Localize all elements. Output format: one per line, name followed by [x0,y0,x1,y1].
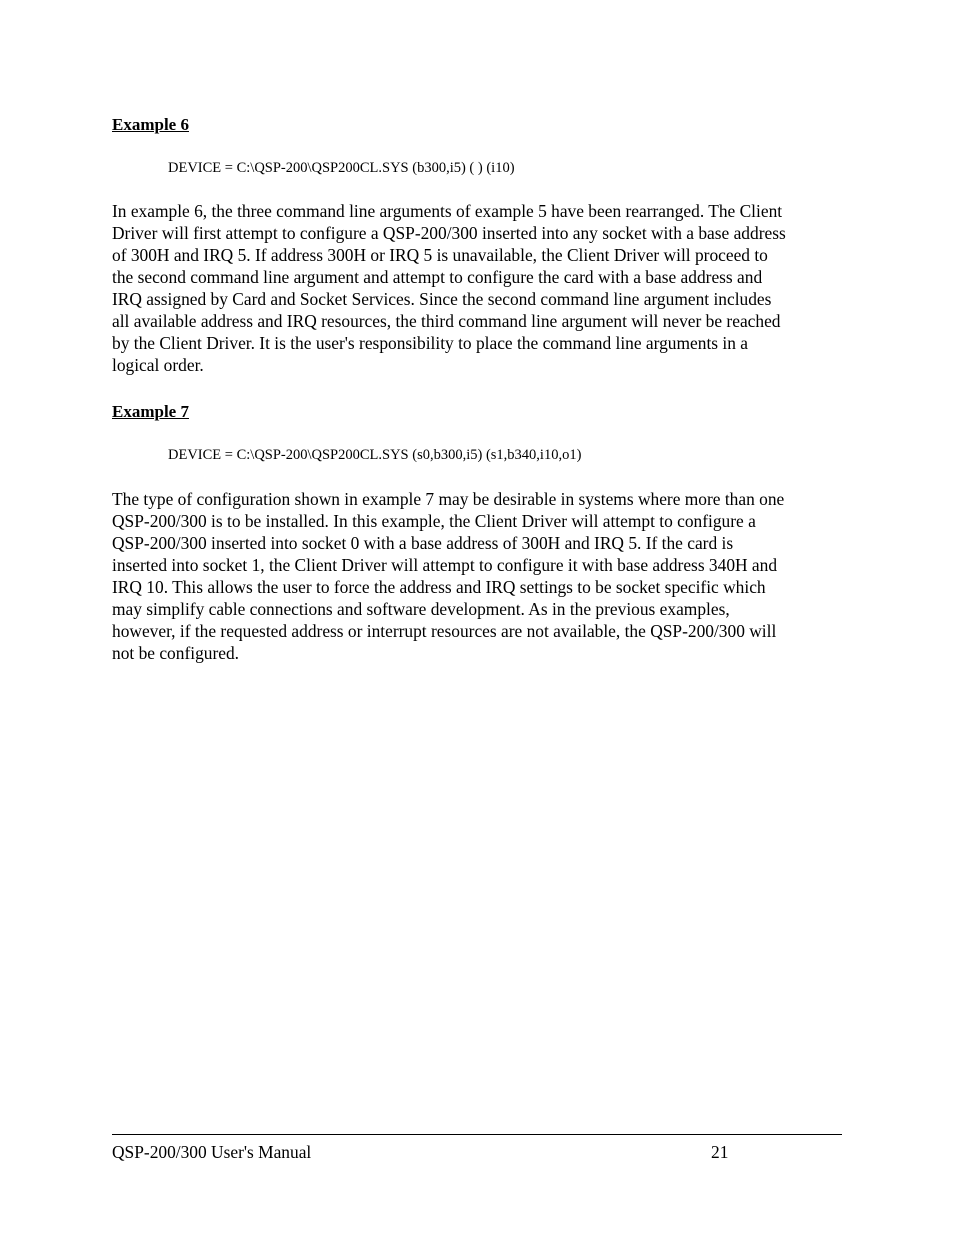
paragraph-line: IRQ 10. This allows the user to force the address and IRQ settings to be socket specific which [112,577,766,597]
example-6-command: DEVICE = C:\QSP-200\QSP200CL.SYS (b300,i5) ( ) (i10) [168,160,515,176]
footer-page-number: 21 [711,1142,729,1162]
paragraph-line: In example 6, the three command line arguments of example 5 have been rearranged. The Client [112,201,783,221]
footer-divider [112,1134,842,1135]
paragraph-line: all available address and IRQ resources, the third command line argument will never be reached [112,311,781,331]
paragraph-line: may simplify cable connections and software development. As in the previous examples, [112,599,730,619]
example-6-heading: Example 6 [112,115,189,134]
paragraph-line: not be configured. [112,643,240,663]
paragraph-line: logical order. [112,355,204,375]
paragraph-line: of 300H and IRQ 5. If address 300H or IRQ 5 is unavailable, the Client Driver will proceed to [112,245,768,265]
paragraph-line: Driver will first attempt to configure a QSP-200/300 inserted into any socket with a base address [112,223,786,243]
example-7-paragraph [112,488,842,664]
paragraph-line: inserted into socket 1, the Client Driver will attempt to configure it with base address 340H and [112,555,778,575]
paragraph-line: IRQ assigned by Card and Socket Services. Since the second command line argument includes [112,289,772,309]
footer-manual-title: QSP-200/300 User's Manual [112,1142,312,1162]
example-7-heading: Example 7 [112,402,189,421]
paragraph-line: however, if the requested address or interrupt resources are not available, the QSP-200/300 will [112,621,777,641]
example-6-paragraph [112,200,842,376]
example-7-command: DEVICE = C:\QSP-200\QSP200CL.SYS (s0,b300,i5) (s1,b340,i10,o1) [168,447,582,463]
paragraph-line: QSP-200/300 is to be installed. In this example, the Client Driver will attempt to configure a [112,511,756,531]
paragraph-line: The type of configuration shown in example 7 may be desirable in systems where more than one [112,489,785,509]
paragraph-line: by the Client Driver. It is the user's responsibility to place the command line arguments in a [112,333,748,353]
paragraph-line: the second command line argument and attempt to configure the card with a base address and [112,267,763,287]
paragraph-line: QSP-200/300 inserted into socket 0 with a base address of 300H and IRQ 5. If the card is [112,533,734,553]
